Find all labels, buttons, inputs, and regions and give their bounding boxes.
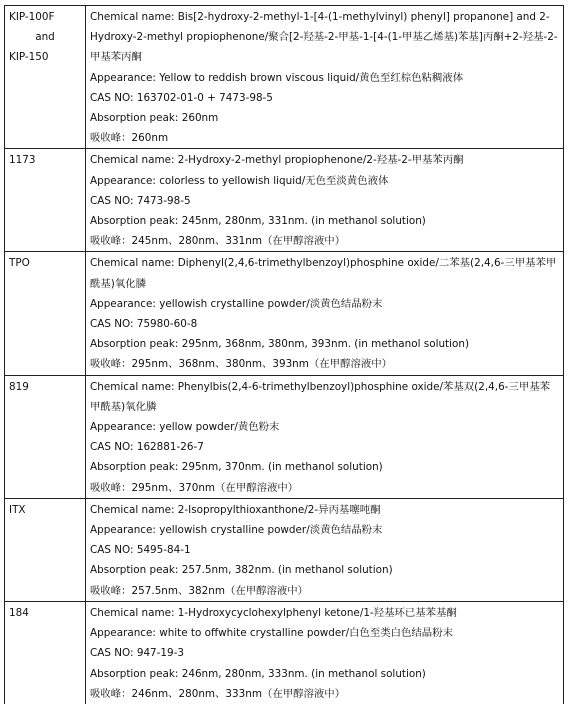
table-row xyxy=(5,375,564,498)
absorption-peak-zh: 吸收峰：245nm、280nm、331nm（在甲醇溶液中） xyxy=(90,235,346,248)
appearance: Appearance: yellow powder/黄色粉末 xyxy=(90,421,280,434)
appearance: Appearance: white to offwhite crystalline powder/白色至类白色结晶粉末 xyxy=(90,627,453,640)
cas-number: CAS NO: 947-19-3 xyxy=(90,647,184,660)
chemical-name: Chemical name: Phenylbis(2,4-6-trimethylbenzoyl)phosphine oxide/苯基双(2,4,6-三甲基苯甲酰基)氧化膦 xyxy=(90,380,550,413)
product-details-cell xyxy=(86,149,564,252)
product-details-cell xyxy=(86,375,564,498)
table-row xyxy=(5,601,564,704)
table-row xyxy=(5,252,564,375)
appearance: Appearance: Yellow to reddish brown viscous liquid/黄色至红棕色粘稠液体 xyxy=(90,71,464,84)
absorption-peak-en: Absorption peak: 246nm, 280nm, 333nm. (in methanol solution) xyxy=(90,667,426,680)
product-code: 1173 xyxy=(9,154,36,167)
product-code-cell xyxy=(5,6,86,149)
table-row xyxy=(5,498,564,601)
product-code: ITX xyxy=(9,503,26,516)
absorption-peak-zh: 吸收峰：246nm、280nm、333nm（在甲醇溶液中） xyxy=(90,687,346,700)
chemical-name: Chemical name: 2-Hydroxy-2-methyl propiophenone/2-羟基-2-甲基苯丙酮 xyxy=(90,154,464,167)
product-details-cell xyxy=(86,498,564,601)
absorption-peak-en: Absorption peak: 295nm, 368nm, 380nm, 393nm. (in methanol solution) xyxy=(90,338,470,351)
absorption-peak-zh: 吸收峰：295nm、368nm、380nm、393nm（在甲醇溶液中） xyxy=(90,358,393,371)
table-row xyxy=(5,6,564,149)
product-code: KIP-100F xyxy=(9,11,55,23)
appearance: Appearance: colorless to yellowish liquid/无色至淡黄色液体 xyxy=(90,174,389,187)
photoinitiator-spec-table xyxy=(4,5,564,704)
absorption-peak-en: Absorption peak: 245nm, 280nm, 331nm. (in methanol solution) xyxy=(90,215,426,228)
product-details-cell xyxy=(86,252,564,375)
product-code-cell xyxy=(5,375,86,498)
cas-number: CAS NO: 162881-26-7 xyxy=(90,441,204,454)
chemical-name: Chemical name: Bis[2-hydroxy-2-methyl-1-[4-(1-methylvinyl) phenyl] propanone] and 2-Hydroxy-2-methyl propiophenone/聚合[2-羟基-2-甲基-1-[4-(1-甲基乙烯基)苯基]丙酮+2-羟基-2-甲基苯丙酮 xyxy=(90,11,558,64)
product-code: TPO xyxy=(9,257,30,270)
product-code-cell xyxy=(5,149,86,252)
product-code: KIP-150 xyxy=(9,51,49,64)
absorption-peak-zh: 吸收峰：295nm、370nm（在甲醇溶液中） xyxy=(90,481,299,494)
product-details-cell xyxy=(86,601,564,704)
cas-number: CAS NO: 75980-60-8 xyxy=(90,318,198,331)
chemical-name: Chemical name: 2-Isopropylthioxanthone/2-异丙基噻吨酮 xyxy=(90,503,381,516)
appearance: Appearance: yellowish crystalline powder/淡黄色结晶粉末 xyxy=(90,524,383,537)
product-code-cell xyxy=(5,601,86,704)
absorption-peak-en: Absorption peak: 295nm, 370nm. (in methanol solution) xyxy=(90,461,383,474)
product-code: and xyxy=(35,31,55,44)
chemical-name: Chemical name: 1-Hydroxycyclohexylphenyl ketone/1-羟基环已基苯基酮 xyxy=(90,606,457,619)
cas-number: CAS NO: 7473-98-5 xyxy=(90,194,191,207)
cas-number: CAS NO: 163702-01-0 + 7473-98-5 xyxy=(90,91,273,104)
absorption-peak-zh: 吸收峰：260nm xyxy=(90,132,169,145)
absorption-peak-en: Absorption peak: 260nm xyxy=(90,112,219,125)
product-code-cell xyxy=(5,252,86,375)
appearance: Appearance: yellowish crystalline powder/淡黄色结晶粉末 xyxy=(90,297,383,310)
absorption-peak-zh: 吸收峰：257.5nm、382nm（在甲醇溶液中） xyxy=(90,584,309,597)
cas-number: CAS NO: 5495-84-1 xyxy=(90,544,191,557)
chemical-name: Chemical name: Diphenyl(2,4,6-trimethylbenzoyl)phosphine oxide/二苯基(2,4,6-三甲基苯甲酰基)氧化膦 xyxy=(90,257,557,290)
product-code: 184 xyxy=(9,606,29,619)
spec-table-body xyxy=(5,6,564,704)
table-row xyxy=(5,149,564,252)
product-code: 819 xyxy=(9,380,29,393)
product-code-cell xyxy=(5,498,86,601)
absorption-peak-en: Absorption peak: 257.5nm, 382nm. (in methanol solution) xyxy=(90,564,393,577)
product-details-cell xyxy=(86,6,564,149)
